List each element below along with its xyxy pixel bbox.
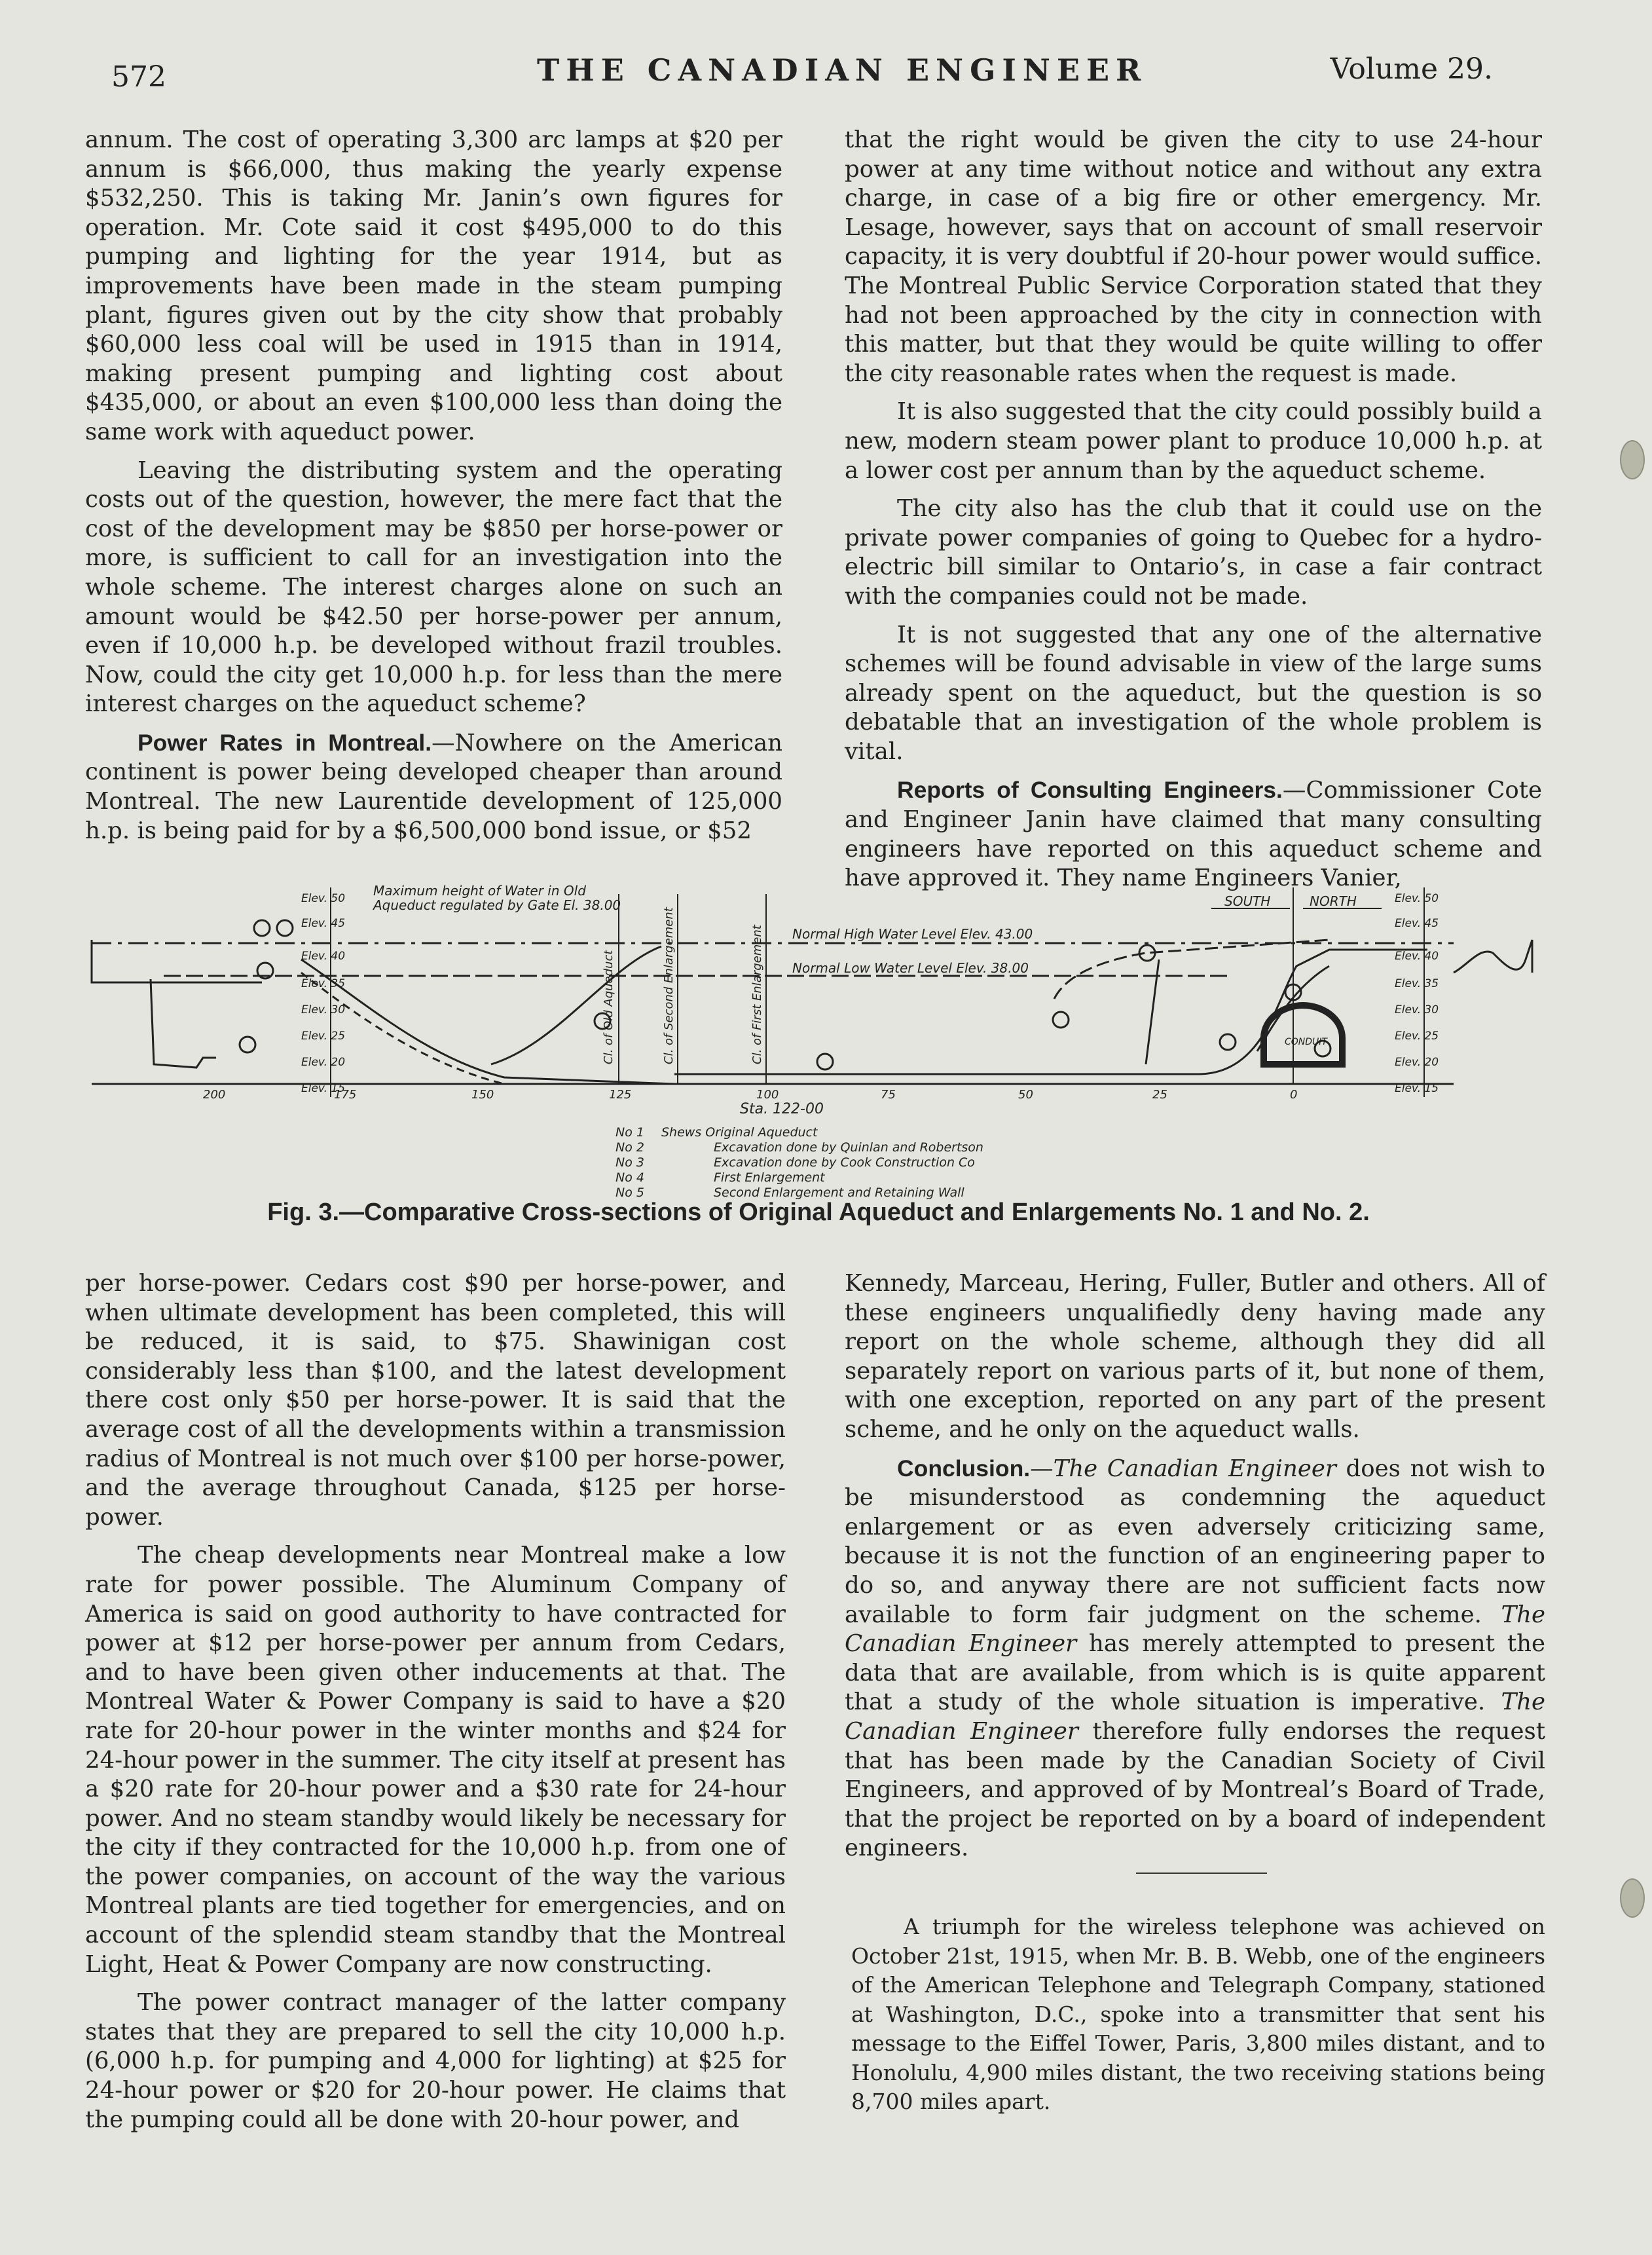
x-tick-label: 100 (756, 1088, 779, 1102)
x-tick-label: 125 (609, 1088, 632, 1102)
x-tick-label: 25 (1152, 1088, 1167, 1102)
right-elev-label: Elev. 35 (1395, 977, 1439, 990)
section-marker (1220, 1034, 1236, 1050)
paragraph (845, 1454, 1545, 1863)
left-elev-label: Elev. 25 (301, 1030, 346, 1043)
right-elev-label: Elev. 45 (1395, 917, 1439, 930)
right-elev-label: Elev. 20 (1395, 1056, 1439, 1069)
legend-text: Excavation done by Cook Construction Co (714, 1155, 975, 1170)
right-elev-label: Elev. 40 (1395, 950, 1439, 963)
section-marker (240, 1037, 255, 1053)
section-no-5 (674, 950, 1427, 1074)
section-marker (1053, 1012, 1069, 1028)
aqueduct-cross-section-figure (85, 868, 1571, 1235)
page-number: 572 (111, 60, 166, 94)
right-elev-label: Elev. 25 (1395, 1030, 1439, 1043)
section-no-4 (491, 946, 661, 1064)
paragraph-text: — (1030, 1455, 1054, 1482)
left-elev-label: Elev. 40 (301, 950, 346, 963)
x-tick-label: 150 (471, 1088, 494, 1102)
figure-labels (203, 883, 1439, 1200)
section-marker (254, 920, 270, 936)
section-marker (817, 1054, 833, 1070)
left-elev-label: Elev. 20 (301, 1056, 346, 1069)
section-divider (1136, 1873, 1267, 1874)
high-water-label: Normal High Water Level Elev. 43.00 (792, 926, 1033, 942)
paragraph: annum. The cost of operating 3,300 arc lamps at $20 per annum is $66,000, thus making the yearly expense $532,250. This is taking Mr. Janin’s own figures for operation. Mr. Cote said it cost $495,000 to do this pumping and lighting for the year 1914, but as improvements have been made in the steam pumping plant, figures given out by the city show that probably $60,000 less coal will be used in 1915 than in 1914, making present pumping and lighting cost about $435,000, or about an even $100,000 less than doing the same work with aqueduct power. (85, 126, 782, 445)
paragraph: The cheap developments near Montreal make a low rate for power possible. The Aluminum Company of America is said on good authority to have contracted for power at $12 per horse-power per annum from Cedars, and to have been given other inducements at that. The Montreal Water & Power Company is said to have a $20 rate for 20-hour power in the winter months and $24 for 24-hour power in the summer. The city itself at present has a $20 rate for 20-hour power and a $30 rate for 24-hour power. And no steam standby would likely be necessary for the city if they contracted for the 10,000 h.p. from one of the power companies, on account of the way the various Montreal plants are tied together for emergencies, and on account of the splendid steam standby that the Montreal Light, Heat & Power Company are now constructing. (85, 1542, 786, 1978)
bottom-right-column (845, 1269, 1545, 1863)
running-head (85, 47, 1513, 94)
left-elev-label: Elev. 50 (301, 892, 346, 905)
section-heading: Reports of Consulting Engineers. (897, 777, 1283, 804)
paragraph-text: does not wish to be misunderstood as condemning the aqueduct enlargement or as even adversely criticizing same, because it is not the function of an engineering paper to do so, and anyway there are not sufficient facts now available to form fair judgment on the scheme. (845, 1455, 1545, 1628)
paragraph: It is also suggested that the city could possibly build a new, modern steam power plant to produce 10,000 h.p. at a lower cost per annum than by the aqueduct scheme. (845, 398, 1542, 484)
right-shore (1454, 940, 1532, 973)
x-tick-label: 0 (1290, 1088, 1298, 1102)
journal-name: The Canadian Engineer (845, 1688, 1545, 1745)
low-water-label: Normal Low Water Level Elev. 38.00 (792, 960, 1029, 976)
centreline-label: Cl. of First Enlargement (750, 925, 764, 1064)
paragraph: that the right would be given the city to use 24-hour power at any time without notice and without any extra charge, in case of a big fire or other emergency. Mr. Lesage, however, says that on account of small reservoir capacity, it is very doubtful if 20-hour power would suffice. The Montreal Public Service Corporation stated that they had not been approached by the city in connection with this matter, but that they would be quite willing to offer the city reasonable rates when the request is made. (845, 126, 1542, 387)
journal-name: The Canadian Engineer (1053, 1455, 1336, 1482)
figure-caption: Fig. 3.—Comparative Cross-sections of Original Aqueduct and Enlargements No. 1 and No. 2. (267, 1199, 1370, 1226)
paragraph: It is not suggested that any one of the alternative schemes will be found advisable in view of the large sums already spent on the aqueduct, but the question is so debatable that an investigation of the whole problem is vital. (845, 621, 1542, 765)
right-elev-label: Elev. 15 (1395, 1082, 1439, 1095)
legend-text: Excavation done by Quinlan and Robertson (714, 1140, 983, 1155)
max-water-note: Maximum height of Water in Old (373, 883, 586, 899)
x-tick-label: 75 (881, 1088, 896, 1102)
station-label: Sta. 122-00 (740, 1101, 824, 1117)
south-label: SOUTH (1224, 893, 1271, 909)
paragraph: per horse-power. Cedars cost $90 per horse-power, and when ultimate development has been completed, this will be reduced, it is said, to $75. Shawinigan cost considerably less than $100, and the latest development there cost only $50 per horse-power. It is said that the average cost of all the developments within a transmission radius of Montreal is not much over $100 per horse-power, and the average throughout Canada, $125 per horse-power. (85, 1270, 786, 1531)
section-heading: Power Rates in Montreal. (138, 729, 432, 756)
journal-title: THE CANADIAN ENGINEER (537, 52, 1148, 88)
volume-label: Volume 29. (1330, 52, 1493, 86)
left-elev-label: Elev. 30 (301, 1003, 346, 1016)
legend-text: Shews Original Aqueduct (661, 1125, 818, 1140)
paragraph-text: therefore fully endorses the request that has been made by the Canadian Society of Civil Engineers, and approved of by Montreal’s Board of Trade, that the project be reported on by a board of independent engineers. (845, 1717, 1545, 1862)
section-marker (277, 920, 293, 936)
conduit-section (1264, 1005, 1342, 1064)
legend-number: No 1 (615, 1125, 644, 1140)
left-elev-label: Elev. 15 (301, 1082, 346, 1095)
paragraph: Kennedy, Marceau, Hering, Fuller, Butler and others. All of these engineers unqualifiedly deny having made any report on the whole scheme, although they did all separately report on various parts of it, but none of them, with one exception, reported on any part of the present scheme, and he only on the aqueduct walls. (845, 1270, 1545, 1443)
right-elev-label: Elev. 50 (1395, 892, 1439, 905)
top-right-column (845, 126, 1542, 893)
cross-section-drawing (85, 868, 1571, 1235)
legend-text: First Enlargement (714, 1170, 825, 1185)
x-tick-label: 50 (1018, 1088, 1033, 1102)
paragraph-text: has merely attempted to present the data that are available, from which is is quite apparent that a study of the whole situation is imperative. (845, 1630, 1545, 1716)
top-left-column (85, 126, 782, 846)
centreline-label: Cl. of Old Aqueduct (602, 950, 615, 1064)
binding-hole (1620, 440, 1645, 479)
conduit-label: CONDUIT (1285, 1037, 1327, 1047)
paragraph (85, 728, 782, 846)
legend-number: No 3 (615, 1155, 644, 1170)
left-elev-label: Elev. 35 (301, 977, 346, 990)
section-heading: Conclusion. (897, 1455, 1031, 1482)
max-water-note: Aqueduct regulated by Gate El. 38.00 (373, 897, 621, 913)
wireless-note (851, 1912, 1545, 2117)
legend-text: Second Enlargement and Retaining Wall (714, 1185, 964, 1200)
x-tick-label: 200 (203, 1088, 226, 1102)
right-elev-label: Elev. 30 (1395, 1003, 1439, 1016)
paragraph-text: —Nowhere on the American continent is power being developed cheaper than around Montreal. The new Laurentide development of 125,000 h.p. is being paid for by a $6,500,000 bond issue, or $52 (85, 729, 782, 844)
original-section-left (151, 979, 216, 1068)
paragraph: The power contract manager of the latter company states that they are prepared to sell the city 10,000 h.p. (6,000 h.p. for pumping and 4,000 for lighting) at $25 for 24-hour power or $20 for 20-hour power. He claims that the pumping could all be done with 20-hour power, and (85, 1989, 786, 2133)
figure-legend (615, 1125, 983, 1200)
north-label: NORTH (1310, 893, 1357, 909)
legend-number: No 2 (615, 1140, 644, 1155)
bottom-left-column (85, 1269, 786, 2134)
left-elev-label: Elev. 45 (301, 917, 346, 930)
first-enlargement (1054, 940, 1329, 999)
paragraph: A triumph for the wireless telephone was achieved on October 21st, 1915, when Mr. B. B. Webb, one of the engineers of the American Telephone and Telegraph Company, stationed at Washington, D.C., spoke into a transmitter that sent his message to the Eiffel Tower, Paris, 3,800 miles distant, and to Honolulu, 4,900 miles distant, the two receiving stations being 8,700 miles apart. (851, 1914, 1545, 2114)
legend-number: No 5 (615, 1185, 644, 1200)
centreline-label: Cl. of Second Enlargement (662, 907, 676, 1064)
paragraph: The city also has the club that it could use on the private power companies of going to Quebec for a hydro-electric bill similar to Ontario’s, in case a fair contract with the companies could not be made. (845, 495, 1542, 610)
paragraph-text: —Commissioner Cote and Engineer Janin have claimed that many consulting engineers have reported on this aqueduct scheme and have approved it. They name Engineers Vanier, (845, 777, 1542, 892)
x-tick-label: 175 (334, 1088, 357, 1102)
binding-hole (1620, 1878, 1645, 1918)
paragraph: Leaving the distributing system and the operating costs out of the question, however, the mere fact that the cost of the development may be $850 per horse-power or more, is sufficient to call for an investigation into the whole scheme. The interest charges alone on such an amount would be $42.50 per horse-power per annum, even if 10,000 h.p. be developed without frazil troubles. Now, could the city get 10,000 h.p. for less than the mere interest charges on the aqueduct scheme? (85, 457, 782, 718)
legend-number: No 4 (615, 1170, 644, 1185)
journal-name: The Canadian Engineer (845, 1601, 1545, 1658)
